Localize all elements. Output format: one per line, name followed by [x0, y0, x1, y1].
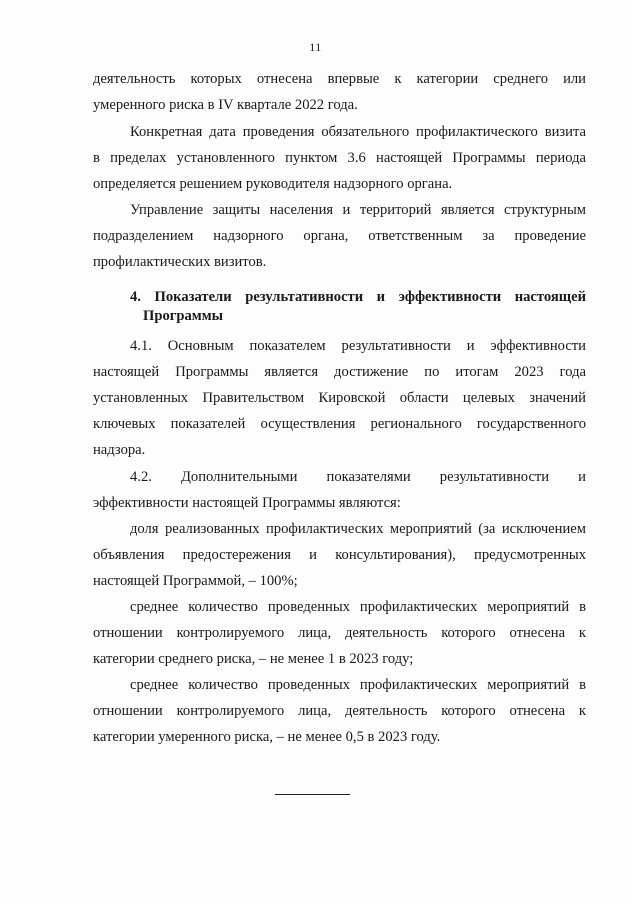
text-line: отношении контролируемого лица, деятельность которого отнесена к: [93, 703, 586, 719]
text-line: настоящей Программой, – 100%;: [93, 573, 298, 589]
paragraph-4-2: [93, 464, 586, 516]
text-line: надзора.: [93, 442, 146, 458]
text-line: объявления предостережения и консультирования), предусмотренных: [93, 547, 586, 563]
text-line: ключевых показателей осуществления регионального государственного: [93, 416, 586, 432]
text-line: категории умеренного риска, – не менее 0,5 в 2023 году.: [93, 729, 441, 745]
paragraph-indicator-2: [93, 594, 586, 672]
text-line: деятельность которых отнесена впервые к категории среднего или: [93, 71, 586, 87]
section-heading-line: Программы: [143, 308, 224, 324]
text-line: Конкретная дата проведения обязательного профилактического визита: [130, 124, 586, 140]
paragraph-visit-date: [93, 119, 586, 197]
section-heading: [130, 288, 586, 326]
paragraph-indicator-3: [93, 672, 586, 750]
text-line: умеренного риска в IV квартале 2022 года.: [93, 97, 358, 113]
text-line: отношении контролируемого лица, деятельность которого отнесена к: [93, 625, 586, 641]
text-line: эффективности настоящей Программы являются:: [93, 495, 401, 511]
text-line: профилактических визитов.: [93, 254, 267, 270]
text-line: 4.2. Дополнительными показателями результативности и: [130, 469, 586, 485]
text-line: в пределах установленного пунктом 3.6 настоящей Программы периода: [93, 150, 586, 166]
page-number: 11: [309, 40, 322, 54]
text-line: подразделением надзорного органа, ответственным за проведение: [93, 228, 586, 244]
text-line: настоящей Программы является достижение по итогам 2023 года: [93, 364, 586, 380]
text-line: Управление защиты населения и территорий является структурным: [130, 202, 586, 218]
paragraph-continuation: [93, 66, 586, 118]
text-line: доля реализованных профилактических мероприятий (за исключением: [130, 521, 586, 537]
text-line: определяется решением руководителя надзорного органа.: [93, 176, 453, 192]
text-line: категории среднего риска, – не менее 1 в 2023 году;: [93, 651, 414, 667]
paragraph-indicator-1: [93, 516, 586, 594]
text-line: 4.1. Основным показателем результативности и эффективности: [130, 338, 586, 354]
end-divider: [275, 794, 350, 795]
section-heading-line: 4. Показатели результативности и эффективности настоящей: [130, 289, 586, 305]
text-line: среднее количество проведенных профилактических мероприятий в: [130, 677, 586, 693]
text-line: установленных Правительством Кировской области целевых значений: [93, 390, 586, 406]
paragraph-department: [93, 197, 586, 275]
text-line: среднее количество проведенных профилактических мероприятий в: [130, 599, 586, 615]
paragraph-4-1: [93, 333, 586, 463]
